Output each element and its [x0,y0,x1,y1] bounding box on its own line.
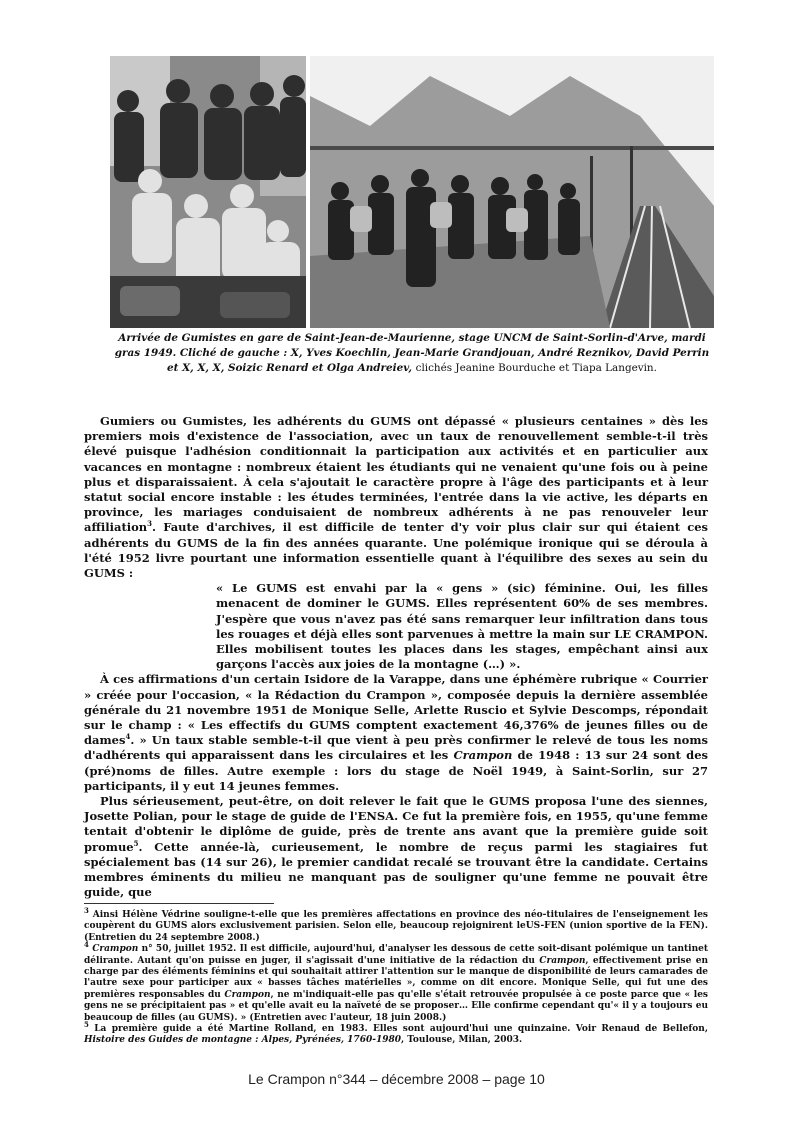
footnote-4-text-b: , effectivement prise en charge par des éléments féminins et qui souhaitait attirer l'attention sur le manque de disponibilité de leurs camarades de l'autre sexe pour participer aux « basses tâches matérielles », comme on dit encore. Monique Selle, qui fut une des premières responsables du [84,955,708,1000]
footnote-ref-3: 3 [147,519,153,529]
footnote-5-text-a: La première guide a été Martine Rolland, en 1983. Elles sont aujourd'hui une quinzaine. Voir Renaud de Bellefon, [88,1024,708,1035]
paragraph-3-text-b: . Cette année-là, curieusement, le nombre de reçus parmi les stagiaires fut spécialement bas (14 sur 26), le premier candidat recalé se trouvant être la candidate. Certains membres éminents du milieu ne manquant pas de souligner qu'une femme ne pouvait être guide, que [84,839,708,900]
paragraph-1 [84,414,708,581]
footnote-5 [84,1020,708,1047]
footnote-5-emphasis: Histoire des Guides de montagne : Alpes, Pyrénées, 1760-1980 [84,1035,401,1046]
paragraph-3 [84,794,708,900]
photo-strip [110,56,714,328]
footnote-ref-4: 4 [125,732,131,742]
paragraph-2-text-b: . » Un taux stable semble-t-il que vient à peu près confirmer le relevé de tous les noms d'adhérents qui apparaissent dans les circulaires et les [84,733,708,763]
article-body [84,414,708,901]
railway-station-photo-icon [310,56,714,328]
footnote-4-text-a: n° 50, juillet 1952. Il est difficile, aujourd'hui, d'analyser les dessous de cette soit-disant polémique un tantinet délirante. Autant qu'on puisse en juger, il s'agissait d'une initiative de la rédaction du [84,944,708,966]
footnote-4-emphasis-2: Crampon [539,955,586,966]
paragraph-3-text-a: Plus sérieusement, peut-être, on doit relever le fait que le GUMS proposa l'une des siennes, Josette Polian, pour le stage de guide de l'ENSA. Ce fut la première fois, en 1955, qu'une femme tentait d'obtenir le diplôme de guide, près de trente ans avant que la première guide soit promue [84,794,708,854]
group-photo-icon [110,56,306,328]
paragraph-1-text-b: . Faute d'archives, il est difficile de tenter d'y voir plus clair sur qui étaient ces adhérents du GUMS de la fin des années quarante. Une polémique ironique qui se déroula à l'été 1952 livre pourtant une information essentielle quant à l'équilibre des sexes au sein du GUMS : [84,520,708,581]
footnote-4-emphasis-1: Crampon [92,944,139,955]
footnote-5-text-b: , Toulouse, Milan, 2003. [401,1035,523,1046]
footnote-3 [84,906,708,944]
caption-main: Arrivée de Gumistes en gare de Saint-Jean-de-Maurienne, stage UNCM de Saint-Sorlin-d'Arve, mardi gras 1949. Cliché de gauche : X, Yves Koechlin, Jean-Marie Grandjouan, André Reznikov, David Perrin et X, X, X, Soizic Renard et Olga Andreiev, [114,332,710,374]
footnote-3-text: Ainsi Hélène Védrine souligne-t-elle que les premières affectations en province des néo-titulaires de l'enseignement les coupèrent du GUMS alors exclusivement parisien. Selon elle, beaucoup rejoignirent leUS-FEN (union sportive de la FEN). (Entretien du 24 septembre 2008.) [84,910,708,943]
page-footer: Le Crampon n°344 – décembre 2008 – page 10 [248,1071,545,1087]
footnote-number-4: 4 [84,940,89,950]
paragraph-1-text-a: Gumiers ou Gumistes, les adhérents du GUMS ont dépassé « plusieurs centaines » dès les premiers mois d'existence de l'association, avec un taux de renouvellement semble-t-il très élevé puisque l'adhésion conditionnait la participation aux activités et en particulier aux vacances en montagne : nombreux étaient les étudiants qui ne venaient qu'une fois ou à peine plus et disparaissaient. À cela s'ajoutait le caractère propre à l'âge des participants et à leur statut social encore instable : les études terminées, l'entrée dans la vie active, les départs en province, les mariages conduisaient de nombreux adhérents à ne pas renouveler leur affiliation [84,414,708,535]
block-quote: « Le GUMS est envahi par la « gens » (sic) féminine. Oui, les filles menacent de dominer le GUMS. Elles représentent 60% de ses membres. J'espère que vous n'avez pas été sans remarquer leur infiltration dans tous les rouages et déjà elles sont parvenues à mettre la main sur LE CRAMPON. Elles mobilisent toutes les places dans les stages, empêchant ainsi aux garçons l'accès aux joies de la montagne (…) ». [216,581,708,672]
footnote-4-text-c: , ne m'indiquait-elle pas qu'elle s'était retrouvée propulsée à ce poste parce que « les gens ne se précipitaient pas » et qu'elle avait eu la naïveté de se proposer… Elle confirme cependant qu'« il y a toujours eu beaucoup de filles (au GUMS). » (Entretien avec l'auteur, 18 juin 2008.) [84,989,708,1023]
footnote-ref-5: 5 [133,838,139,848]
footnote-number-3: 3 [84,906,89,915]
paragraph-2-text-a: À ces affirmations d'un certain Isidore de la Varappe, dans une éphémère rubrique « Courrier » créée pour l'occasion, « la Rédaction du Crampon », composée depuis la dernière assemblée générale du 21 novembre 1951 de Monique Selle, Arlette Ruscio et Sylvie Descomps, répondait sur le champ : « Les effectifs du GUMS comptent exactement 46,376% de jeunes filles ou de dames [84,672,708,748]
footnotes [84,906,708,1047]
caption-credit: clichés Jeanine Bourduche et Tiapa Langevin. [415,362,657,374]
footnote-number-5: 5 [84,1020,89,1030]
footnote-4 [84,940,708,1024]
footnote-4-emphasis-3: Crampon [224,989,271,1000]
paragraph-2 [84,672,708,794]
paragraph-2-emphasis: Crampon [453,748,513,763]
paragraph-2-text-c: de 1948 : 13 sur 24 sont des (pré)noms de filles. Autre exemple : lors du stage de Noël 1949, à Saint-Sorlin, sur 27 participants, il y eut 14 jeunes femmes. [84,748,708,793]
photo-caption [110,331,714,376]
footnote-divider [84,903,274,904]
